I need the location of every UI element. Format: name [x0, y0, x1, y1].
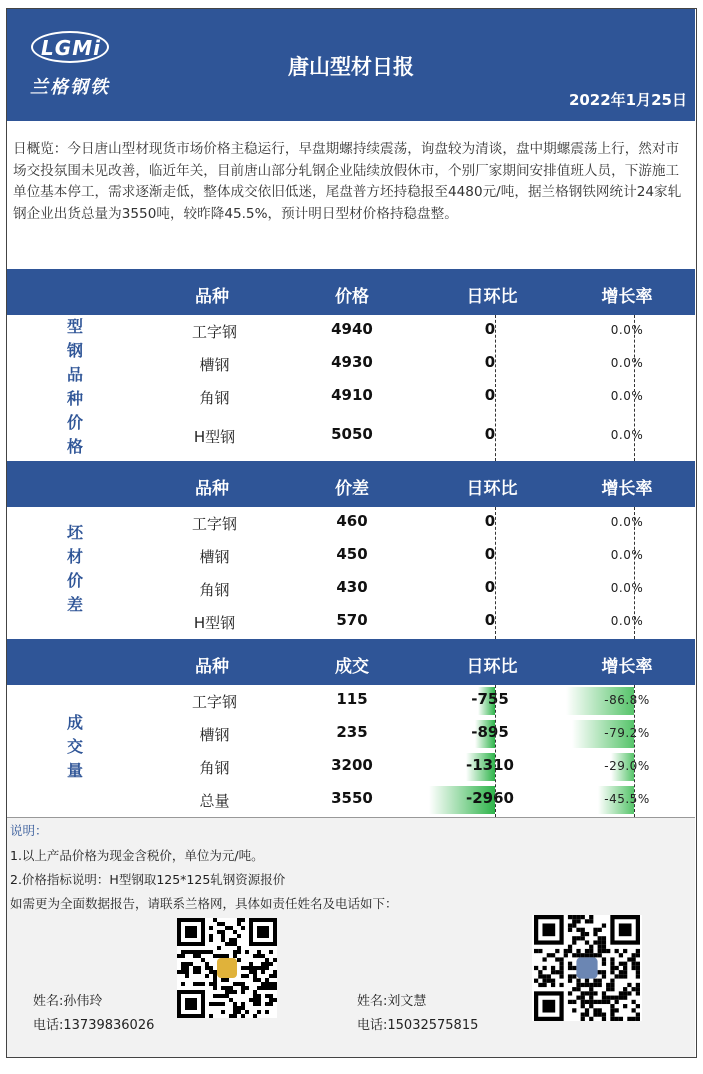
table-row: [7, 507, 695, 540]
value-cell: 4930: [331, 353, 373, 371]
report-header: [7, 9, 695, 121]
value-cell: 235: [336, 723, 368, 741]
growth-rate-value: 0.0%: [610, 581, 644, 595]
daily-change-value: -755: [471, 690, 509, 708]
growth-rate-cell: [559, 752, 695, 782]
daily-change-value: 0: [484, 425, 496, 443]
variety-name: 槽钢: [199, 548, 230, 566]
growth-rate-value: -29.0%: [604, 759, 650, 773]
qr-code-icon: [532, 915, 642, 1021]
report-title: 唐山型材日报: [288, 55, 414, 79]
qr-code-icon: [177, 918, 277, 1018]
daily-change-cell: [423, 785, 557, 815]
daily-change-value: 0: [484, 353, 496, 371]
section-header-volume: [7, 639, 695, 685]
contact-name-2: 姓名:刘文慧: [357, 994, 427, 1009]
note-line-3: 如需更为全面数据报告，请联系兰格网，具体如责任姓名及电话如下：: [10, 896, 398, 911]
zero-axis-line: [634, 507, 635, 639]
col-header-daily-change: 日环比: [466, 479, 518, 499]
variety-name: H型钢: [193, 614, 236, 632]
daily-change-cell: [423, 349, 557, 379]
growth-rate-value: 0.0%: [610, 323, 644, 337]
col-header-growth-rate: 增长率: [601, 287, 653, 307]
variety-name: 角钢: [199, 389, 230, 407]
variety-name: H型钢: [193, 428, 236, 446]
variety-name: 工字钢: [191, 515, 237, 533]
notes-panel: [7, 817, 695, 1057]
daily-change-value: 0: [484, 320, 496, 338]
variety-name: 角钢: [199, 581, 230, 599]
zero-axis-line: [634, 315, 635, 461]
col-header-variety: 品种: [195, 287, 229, 307]
growth-rate-value: 0.0%: [610, 548, 644, 562]
contact-phone-1: 电话:13739836026: [33, 1018, 155, 1033]
value-cell: 5050: [331, 425, 373, 443]
logo-cn-text: 兰格钢铁: [30, 77, 110, 98]
table-row: [7, 751, 695, 784]
daily-change-cell: [423, 421, 557, 451]
growth-rate-cell: [559, 686, 695, 716]
table-row: [7, 573, 695, 606]
col-header-spread: 价差: [335, 479, 369, 499]
variety-name: 角钢: [199, 759, 230, 777]
value-cell: 3550: [331, 789, 373, 807]
side-label-text: 型钢品种价格: [66, 317, 83, 456]
value-cell: 3200: [331, 756, 373, 774]
table-row: [7, 606, 695, 639]
value-cell: 570: [336, 611, 368, 629]
daily-change-value: -895: [471, 723, 509, 741]
col-header-variety: 品种: [195, 657, 229, 677]
daily-overview: 日概览：今日唐山型材现货市场价格主稳运行，早盘期螺持续震荡，询盘较为清谈，盘中期螺震荡上行，然对市场交投氛围未见改善，临近年关，目前唐山部分轧钢企业陆续放假休市，个别厂家期间安排值班人员，下游施工单位基本停工，需求逐渐走低，整体成交依旧低迷，尾盘普方坯持稳报至4480元/吨，据兰格钢铁网统计24家轧钢企业出货总量为3550吨，较昨降45.5%，预计明日型材价格持稳盘整。: [13, 141, 682, 222]
growth-rate-cell: [559, 541, 695, 571]
variety-name: 总量: [199, 792, 230, 810]
notes-label: 说明：: [10, 823, 48, 838]
value-cell: 115: [336, 690, 368, 708]
section-header-spread: [7, 461, 695, 507]
daily-change-cell: [423, 382, 557, 412]
value-cell: 450: [336, 545, 368, 563]
daily-change-value: 0: [484, 578, 496, 596]
zero-axis-line: [495, 315, 496, 461]
growth-rate-value: -45.5%: [604, 792, 650, 806]
table-row: [7, 420, 695, 453]
daily-change-cell: [423, 719, 557, 749]
col-header-growth-rate: 增长率: [601, 657, 653, 677]
col-header-growth-rate: 增长率: [601, 479, 653, 499]
daily-change-value: -1310: [466, 756, 514, 774]
variety-name: 槽钢: [199, 356, 230, 374]
col-header-daily-change: 日环比: [466, 287, 518, 307]
growth-rate-value: 0.0%: [610, 389, 644, 403]
qr-code-graphic: [177, 918, 277, 1018]
growth-rate-cell: [559, 349, 695, 379]
logo-text: LGMi: [41, 36, 101, 60]
growth-rate-value: 0.0%: [610, 428, 644, 442]
daily-change-cell: [423, 686, 557, 716]
zero-axis-line: [634, 685, 635, 817]
growth-rate-value: -86.8%: [604, 693, 650, 707]
value-cell: 430: [336, 578, 368, 596]
daily-change-cell: [423, 508, 557, 538]
growth-rate-value: -79.2%: [604, 726, 650, 740]
growth-rate-cell: [559, 719, 695, 749]
daily-change-value: 0: [484, 512, 496, 530]
growth-rate-cell: [559, 421, 695, 451]
daily-change-cell: [423, 541, 557, 571]
variety-name: 工字钢: [191, 693, 237, 711]
note-line-2: 2.价格指标说明：H型钢取125*125轧钢资源报价: [10, 872, 286, 887]
contact-phone-2: 电话:15032575815: [357, 1018, 479, 1033]
report-date: 2022年1月25日: [568, 91, 687, 109]
table-row: [7, 315, 695, 348]
col-header-volume: 成交: [335, 657, 369, 677]
section-header-prices: [7, 269, 695, 315]
table-row: [7, 540, 695, 573]
table-row: [7, 348, 695, 381]
growth-rate-cell: [559, 574, 695, 604]
daily-change-cell: [423, 316, 557, 346]
daily-change-value: -2960: [466, 789, 514, 807]
growth-rate-value: 0.0%: [610, 356, 644, 370]
daily-change-value: 0: [484, 386, 496, 404]
table-row: [7, 718, 695, 751]
zero-axis-line: [495, 685, 496, 817]
growth-rate-cell: [559, 785, 695, 815]
col-header-daily-change: 日环比: [466, 657, 518, 677]
daily-change-cell: [423, 574, 557, 604]
variety-name: 槽钢: [199, 726, 230, 744]
col-header-price: 价格: [335, 287, 369, 307]
growth-rate-cell: [559, 382, 695, 412]
report-page: [6, 8, 697, 1058]
table-row: [7, 685, 695, 718]
growth-rate-cell: [559, 508, 695, 538]
value-cell: 4940: [331, 320, 373, 338]
daily-change-value: 0: [484, 545, 496, 563]
daily-change-cell: [423, 752, 557, 782]
daily-change-value: 0: [484, 611, 496, 629]
growth-rate-value: 0.0%: [610, 614, 644, 628]
daily-change-cell: [423, 607, 557, 637]
col-header-variety: 品种: [195, 479, 229, 499]
note-line-1: 1.以上产品价格为现金含税价，单位为元/吨。: [10, 848, 264, 863]
zero-axis-line: [495, 507, 496, 639]
value-cell: 4910: [331, 386, 373, 404]
variety-name: 工字钢: [191, 323, 237, 341]
table-row: [7, 784, 695, 817]
growth-rate-cell: [559, 607, 695, 637]
side-label-text: 成交量: [66, 713, 83, 780]
side-label-text: 坯材价差: [66, 523, 83, 614]
value-cell: 460: [336, 512, 368, 530]
contact-name-1: 姓名:孙伟玲: [33, 994, 103, 1009]
qr-code-graphic: [532, 915, 642, 1021]
table-row: [7, 381, 695, 414]
growth-rate-value: 0.0%: [610, 515, 644, 529]
growth-rate-cell: [559, 316, 695, 346]
